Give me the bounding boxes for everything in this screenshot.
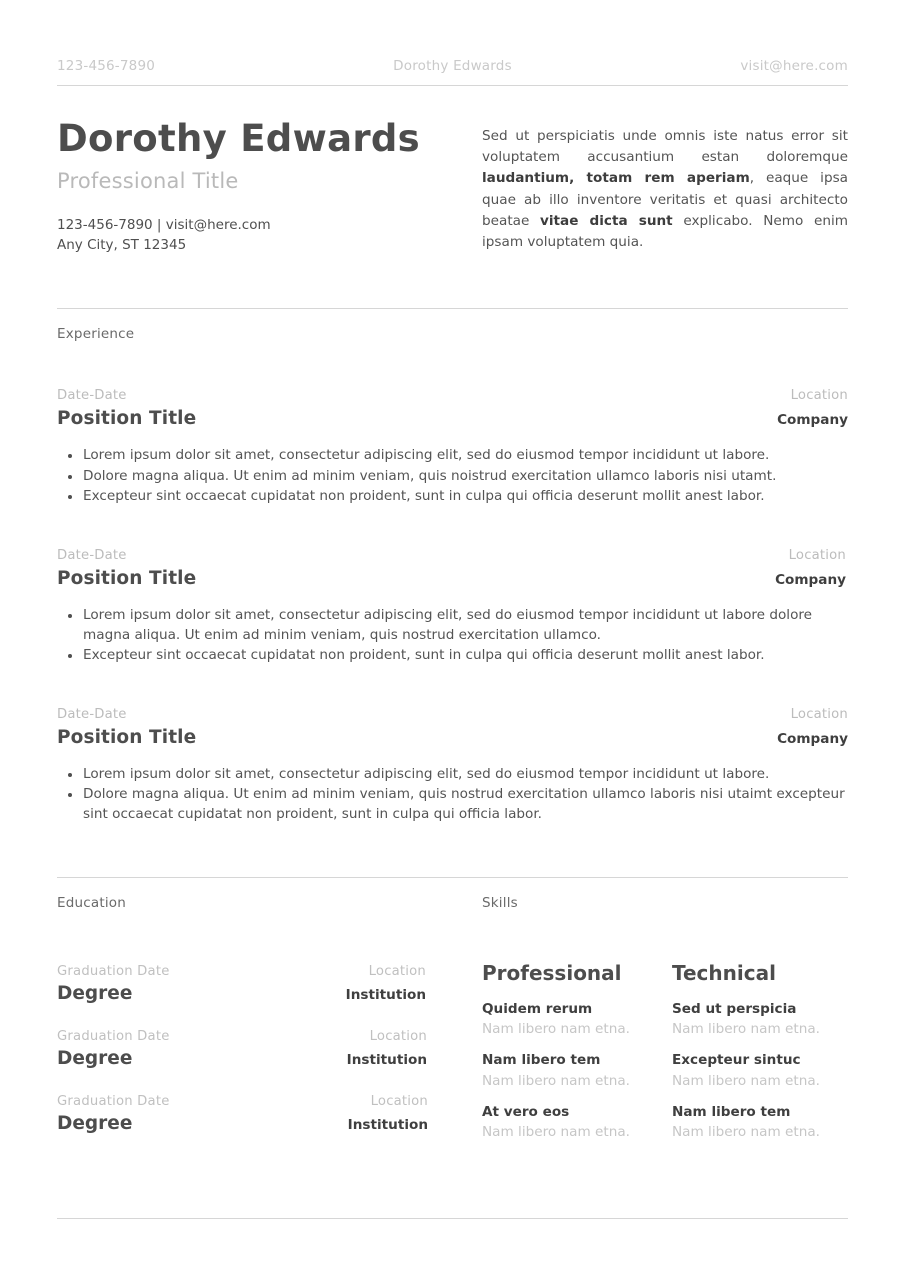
summary-bold-1: laudantium, totam rem aperiam	[482, 170, 750, 187]
running-header-phone: 123-456-7890	[57, 58, 156, 74]
skills-group-title: Technical	[672, 961, 776, 986]
skills-group-professional	[482, 961, 672, 1153]
education-location: Location	[370, 1094, 428, 1110]
education-entry	[57, 1029, 482, 1069]
experience-entry	[57, 707, 848, 824]
education-entry	[57, 964, 482, 1004]
skill-name: Nam libero tem	[482, 1052, 601, 1069]
header-divider	[57, 85, 848, 86]
skill-name: Excepteur sintuc	[672, 1052, 801, 1069]
education-graduation-date: Graduation Date	[57, 1094, 170, 1110]
skill-item	[482, 1102, 672, 1143]
identity-block	[57, 117, 848, 255]
education-skills-section	[57, 877, 848, 1153]
education-degree: Degree	[57, 1048, 133, 1070]
list-item: Dolore magna aliqua. Ut enim ad minim veniam, quis noistrud exercitation ullamco laboris nisi utamt.	[83, 467, 848, 486]
skill-name: Sed ut perspicia	[672, 1001, 797, 1018]
experience-position-title: Position Title	[57, 568, 197, 590]
experience-position-title: Position Title	[57, 727, 197, 749]
skill-description: Nam libero nam etna.	[672, 1021, 821, 1038]
skill-item	[672, 1102, 862, 1143]
education-location: Location	[368, 964, 426, 980]
section-label-skills: Skills	[482, 895, 518, 912]
skill-description: Nam libero nam etna.	[672, 1072, 821, 1089]
running-header	[57, 0, 848, 86]
experience-bullets	[57, 446, 848, 506]
experience-dates: Date-Date	[57, 388, 127, 404]
experience-dates: Date-Date	[57, 707, 127, 723]
skill-name: Nam libero tem	[672, 1103, 791, 1120]
education-institution: Institution	[345, 987, 426, 1004]
education-institution: Institution	[346, 1052, 427, 1069]
experience-entry	[57, 548, 848, 665]
list-item: Excepteur sint occaecat cupidatat non proident, sunt in culpa qui officia deserunt mollit anest labor.	[83, 646, 848, 665]
contact-block	[57, 215, 482, 256]
list-item: Lorem ipsum dolor sit amet, consectetur adipiscing elit, sed do eiusmod tempor incididunt ut labore.	[83, 765, 848, 784]
experience-entry	[57, 388, 848, 506]
skill-item	[482, 999, 672, 1040]
skill-description: Nam libero nam etna.	[482, 1124, 631, 1141]
skill-description: Nam libero nam etna.	[672, 1124, 821, 1141]
skills-group-title: Professional	[482, 961, 622, 986]
summary-column	[482, 120, 848, 255]
education-graduation-date: Graduation Date	[57, 1029, 170, 1045]
summary-text-2: , eaque ipsa quae ab illo inventore veritatis et quasi architecto beatae	[482, 170, 848, 229]
summary-bold-2: vitae dicta sunt	[540, 212, 673, 229]
list-item: Dolore magna aliqua. Ut enim ad minim veniam, quis nostrud exercitation ullamco laboris nisi utaimt excepteur sint occaecat cupidatat non proident, sunt in culpa qui officia labor.	[83, 785, 848, 824]
footer-divider	[57, 1218, 848, 1219]
experience-company: Company	[777, 412, 848, 429]
section-label-experience: Experience	[57, 326, 135, 343]
experience-dates: Date-Date	[57, 548, 127, 564]
experience-bullets	[57, 765, 848, 824]
contact-line-address: Any City, ST 12345	[57, 237, 187, 254]
experience-divider	[57, 308, 848, 309]
skills-group-technical	[672, 961, 862, 1153]
running-header-name: Dorothy Edwards	[393, 58, 512, 74]
summary-text-1: Sed ut perspiciatis unde omnis iste natus error sit voluptatem accusantium estan doloremque	[482, 128, 848, 166]
skill-description: Nam libero nam etna.	[482, 1072, 631, 1089]
experience-company: Company	[777, 731, 848, 748]
education-column	[57, 878, 482, 1153]
skills-column	[482, 878, 862, 1153]
list-item: Lorem ipsum dolor sit amet, consectetur adipiscing elit, sed do eiusmod tempor incididunt ut labore.	[83, 446, 848, 465]
summary-paragraph	[482, 126, 848, 253]
summary-text-3: explicabo. Nemo enim ipsam voluptatem quia.	[482, 212, 848, 251]
experience-section	[57, 308, 848, 824]
education-graduation-date: Graduation Date	[57, 964, 170, 980]
experience-company: Company	[775, 572, 846, 589]
skill-description: Nam libero nam etna.	[482, 1021, 631, 1038]
skill-name: Quidem rerum	[482, 1001, 593, 1018]
list-item: Lorem ipsum dolor sit amet, consectetur adipiscing elit, sed do eiusmod tempor incididunt ut labore dolore magna aliqua. Ut enim ad minim veniam, quis nostrud exercitation ullamco.	[83, 606, 848, 645]
running-header-email: visit@here.com	[740, 58, 848, 74]
professional-title: Professional Title	[57, 168, 239, 193]
education-institution: Institution	[347, 1117, 428, 1134]
education-entry	[57, 1094, 482, 1134]
skill-item	[482, 1050, 672, 1091]
contact-line-phone-email: 123-456-7890 | visit@here.com	[57, 216, 271, 233]
identity-left-column	[57, 117, 482, 255]
experience-location: Location	[790, 707, 848, 723]
experience-location: Location	[788, 548, 846, 564]
skill-item	[672, 1050, 862, 1091]
list-item: Excepteur sint occaecat cupidatat non proident, sunt in culpa qui officia deserunt mollit anest labor.	[83, 487, 848, 506]
skill-item	[672, 999, 862, 1040]
education-location: Location	[369, 1029, 427, 1045]
skill-name: At vero eos	[482, 1103, 570, 1120]
experience-location: Location	[790, 388, 848, 404]
experience-position-title: Position Title	[57, 408, 197, 430]
education-degree: Degree	[57, 983, 133, 1005]
education-degree: Degree	[57, 1113, 133, 1135]
experience-bullets	[57, 606, 848, 665]
page-title: Dorothy Edwards	[57, 117, 420, 160]
section-label-education: Education	[57, 895, 127, 912]
